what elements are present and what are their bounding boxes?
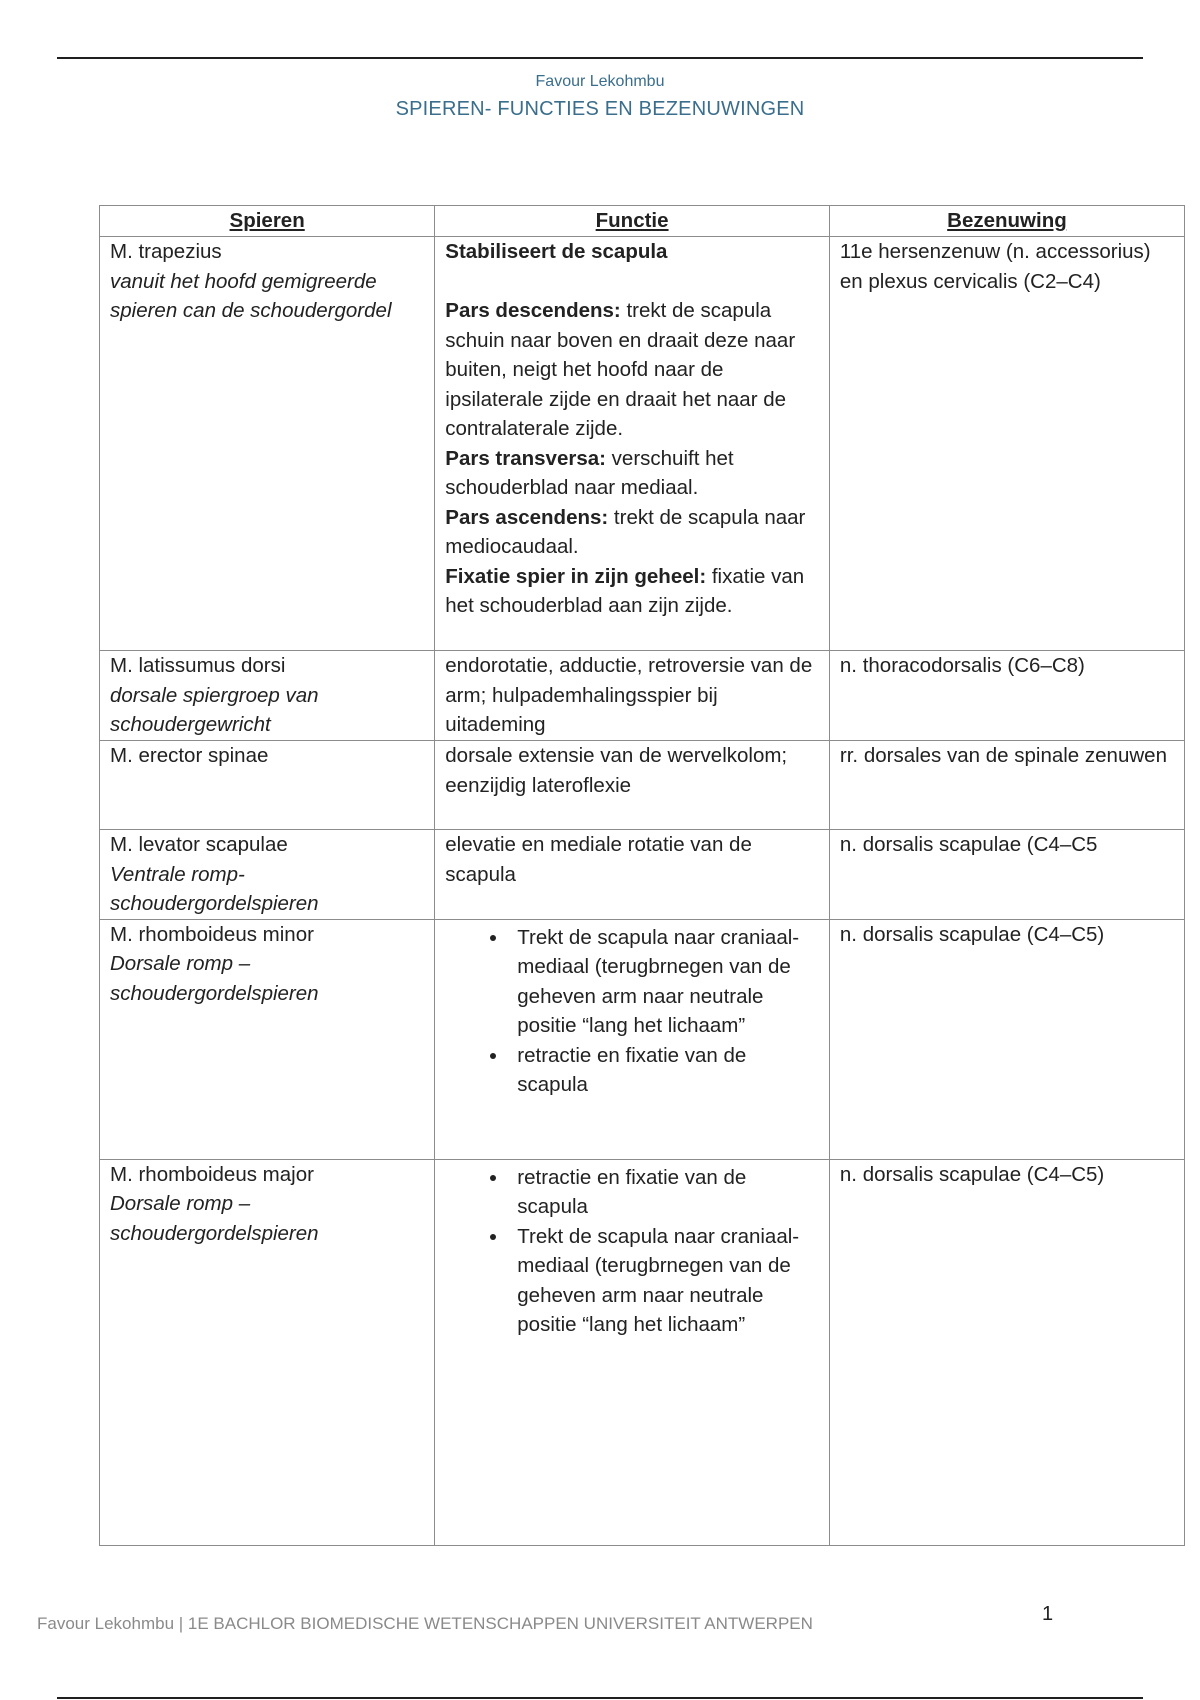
muscle-cell [100,237,435,651]
muscle-name: M. levator scapulae [110,833,288,856]
nerve-cell: 11e hersenzenuw (n. accessorius) en plexus cervicalis (C2–C4) [829,237,1184,651]
muscle-cell [100,741,435,830]
column-header-spieren: Spieren [100,206,435,237]
table-row [100,830,1185,920]
nerve-cell: n. dorsalis scapulae (C4–C5) [829,1159,1184,1545]
page-number: 1 [1042,1603,1054,1625]
function-part-lead: Pars transversa: [445,446,606,470]
function-part-lead: Fixatie spier in zijn geheel: [445,564,707,588]
spacer [445,267,819,297]
function-cell [435,919,830,1159]
function-part [445,444,819,503]
muscle-name: M. latissumus dorsi [110,654,286,677]
footer-rule [57,1697,1143,1699]
muscle-name: M. erector spinae [110,744,269,767]
column-header-functie: Functie [435,206,830,237]
table-header-row [100,206,1185,237]
function-cell [435,237,830,651]
function-bullet-list [445,923,819,1100]
function-title: Stabiliseert de scapula [445,240,668,263]
function-bullet: • Trekt de scapula naar craniaal-mediaal (terugbrnegen van de geheven arm naar neutrale positie “lang het lichaam” [509,1222,819,1340]
function-part-text: trekt de scapula schuin naar boven en draait deze naar buiten, neigt het hoofd naar de ipsilaterale zijde en draait het naar de contralaterale zijde. [445,299,796,440]
document-title: SPIEREN- FUNCTIES EN BEZENUWINGEN [395,98,805,120]
function-bullet: • retractie en fixatie van de scapula [509,1163,819,1222]
muscle-name: M. rhomboideus minor [110,922,314,946]
muscle-cell [100,919,435,1159]
muscle-name: M. rhomboideus major [110,1162,314,1186]
table-row [100,741,1185,830]
column-header-bezenuwing: Bezenuwing [829,206,1184,237]
nerve-cell: n. dorsalis scapulae (C4–C5 [829,830,1184,920]
nerve-cell: n. dorsalis scapulae (C4–C5) [829,919,1184,1159]
muscle-group: vanuit het hoofd gemigreerde spieren can de schoudergordel [110,269,392,322]
table-row [100,651,1185,741]
nerve-cell: n. thoracodorsalis (C6–C8) [829,651,1184,741]
muscle-name: M. trapezius [110,240,222,263]
function-cell [435,1159,830,1545]
header-author: Favour Lekohmbu [535,73,665,90]
table-row [100,919,1185,1159]
muscle-group: Ventrale romp-schoudergordelspieren [110,862,319,915]
function-part-text: verschuift het schouderblad naar mediaal. [445,446,734,499]
nerve-cell: rr. dorsales van de spinale zenuwen [829,741,1184,830]
function-cell: elevatie en mediale rotatie van de scapula [435,830,830,920]
table-row [100,1159,1185,1545]
function-part [445,296,819,444]
function-cell: endorotatie, adductie, retroversie van de arm; hulpademhalingsspier bij uitademing [435,651,830,741]
muscle-table [99,205,1185,1546]
footer-text: Favour Lekohmbu | 1E BACHLOR BIOMEDISCHE WETENSCHAPPEN UNIVERSITEIT ANTWERPEN [37,1614,813,1633]
function-part [445,503,819,562]
muscle-group: Dorsale romp – schoudergordelspieren [110,1192,319,1245]
function-part-text: fixatie van het schouderblad aan zijn zijde. [445,564,805,617]
function-bullet: • retractie en fixatie van de scapula [509,1041,819,1100]
muscle-cell [100,830,435,920]
header-rule [57,57,1143,59]
function-bullet-list [445,1163,819,1340]
muscle-group: Dorsale romp – schoudergordelspieren [110,952,319,1005]
function-part-lead: Pars descendens: [445,299,621,322]
function-part [445,562,819,621]
table-row [100,237,1185,651]
muscle-cell [100,1159,435,1545]
function-cell: dorsale extensie van de wervelkolom; eenzijdig lateroflexie [435,741,830,830]
function-bullet: • Trekt de scapula naar craniaal-mediaal (terugbrnegen van de geheven arm naar neutrale positie “lang het lichaam” [509,923,819,1041]
muscle-cell [100,651,435,741]
muscle-group: dorsale spiergroep van schoudergewricht [110,683,319,736]
function-part-lead: Pars ascendens: [445,505,609,529]
function-part-text: trekt de scapula naar mediocaudaal. [445,505,806,558]
